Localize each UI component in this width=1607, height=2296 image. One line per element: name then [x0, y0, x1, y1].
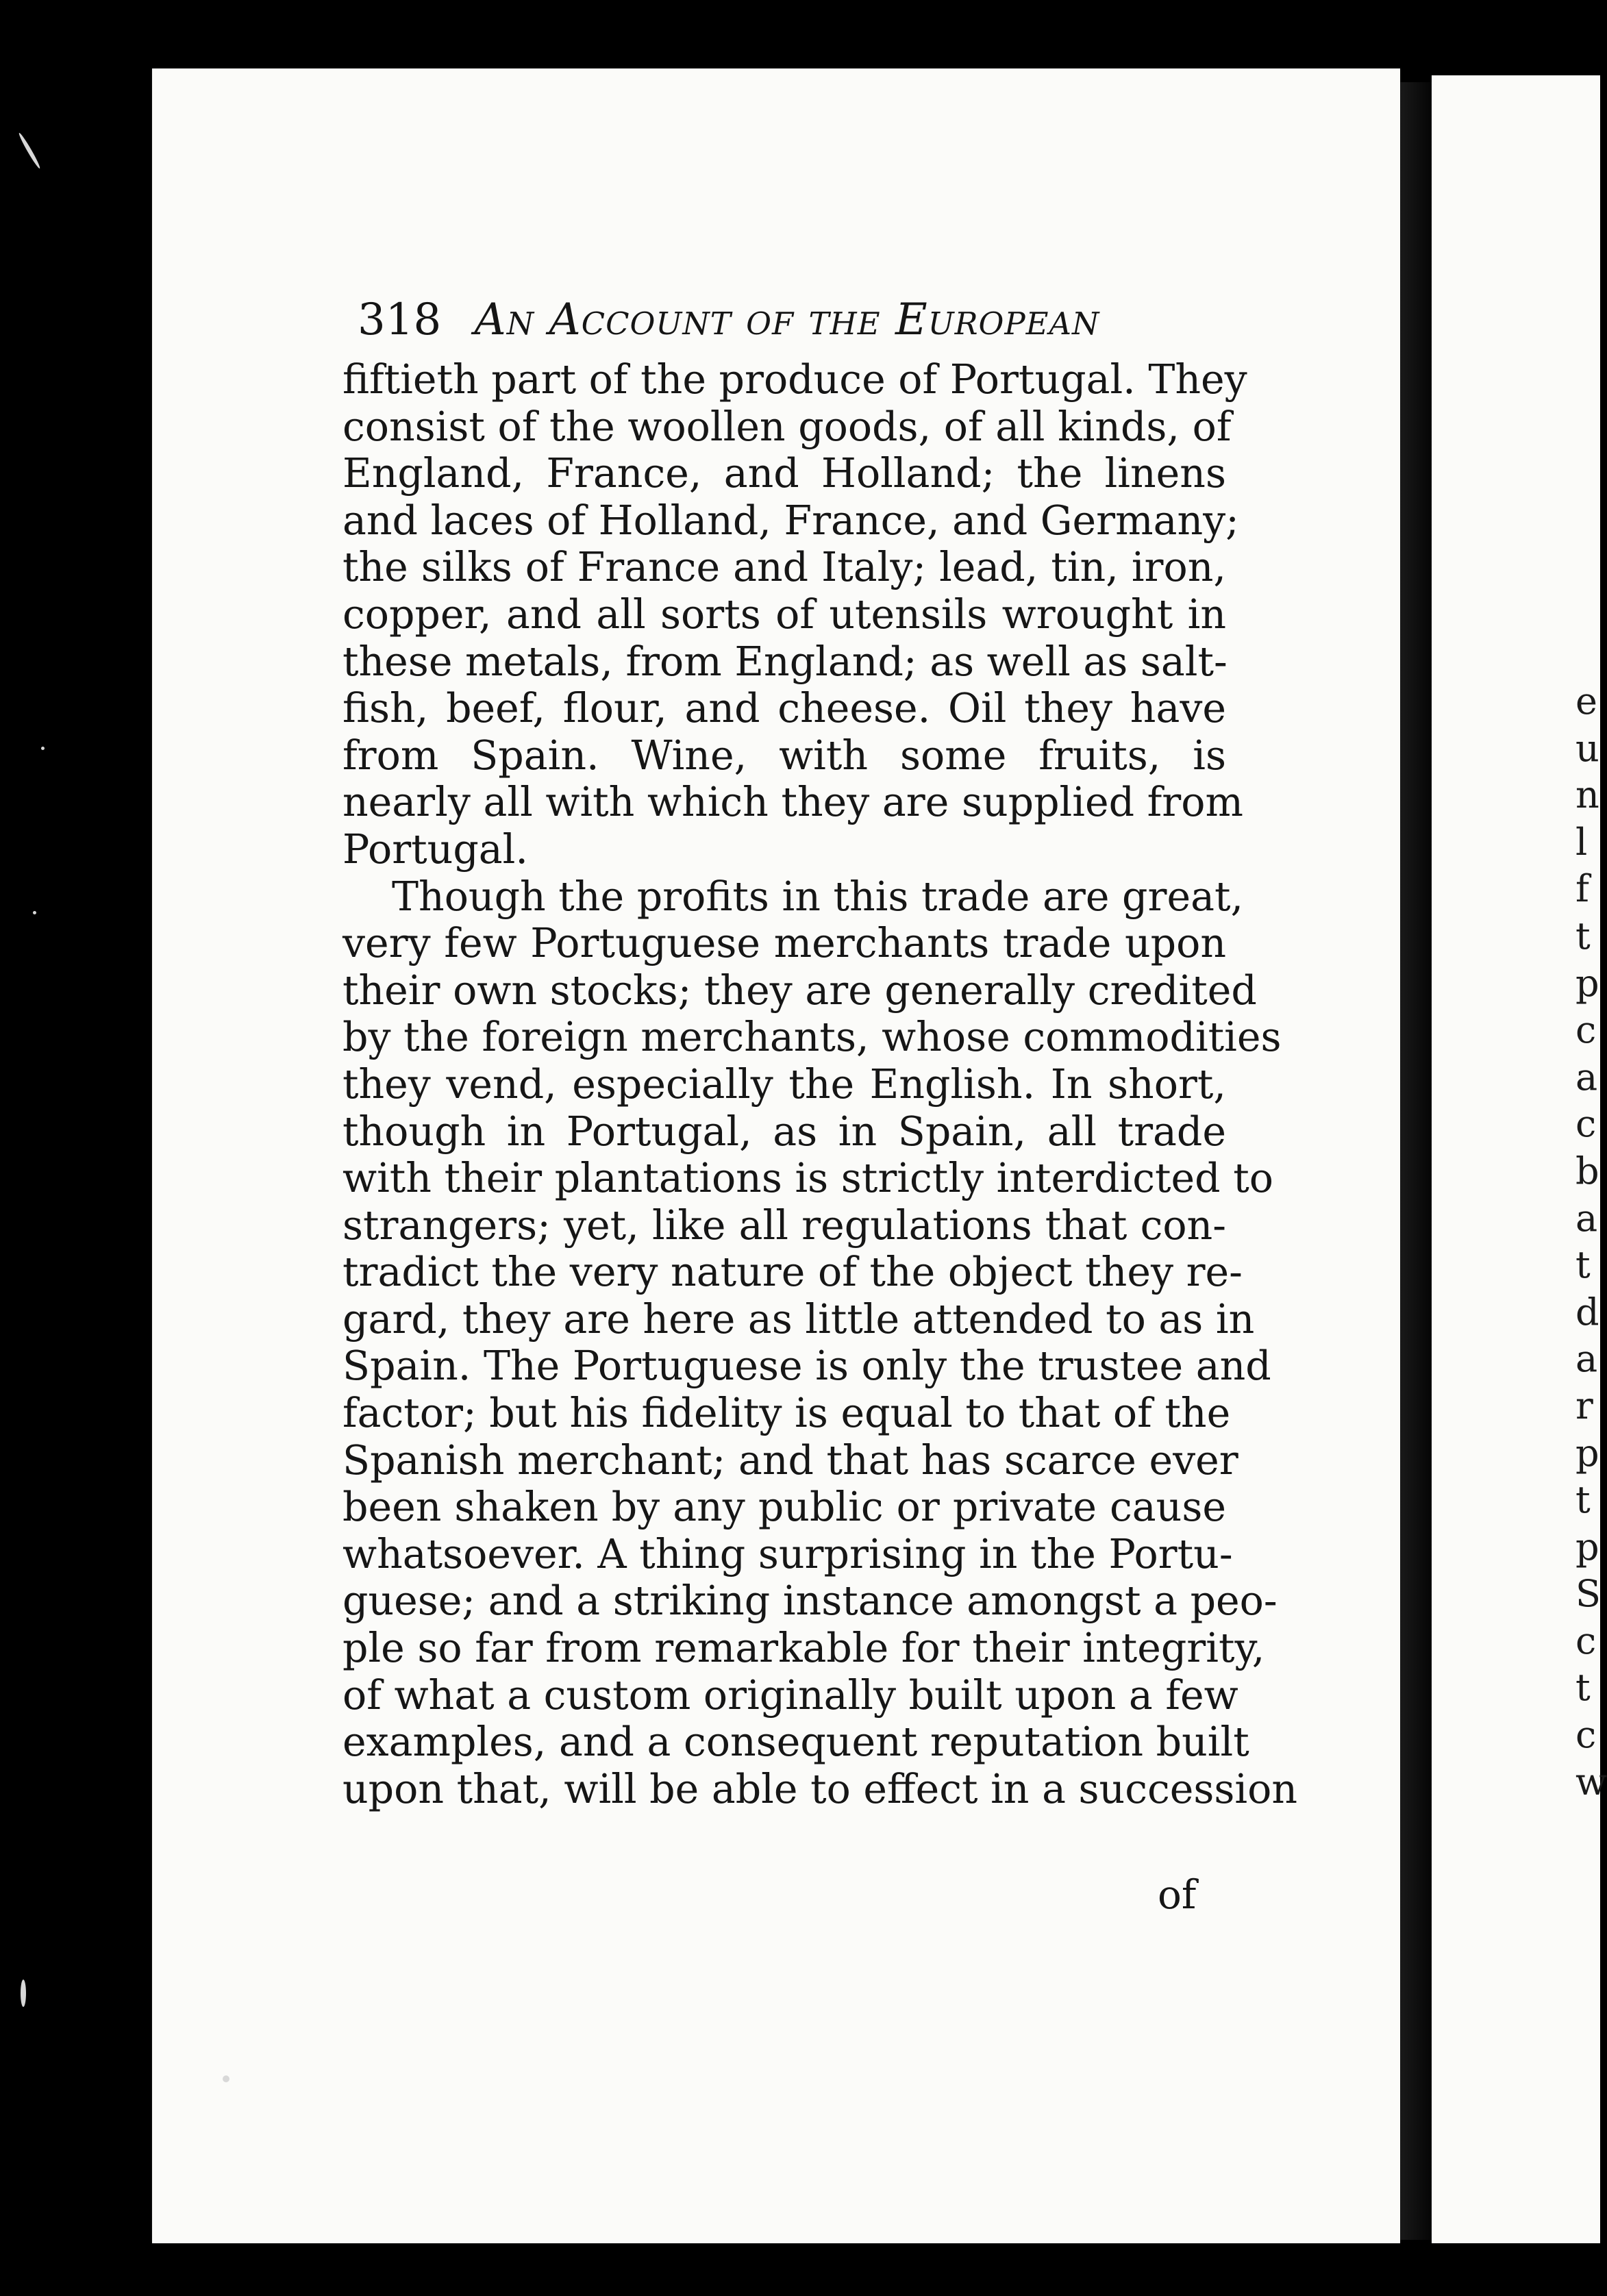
- fragment-letter: c: [1575, 1713, 1597, 1757]
- fragment-letter: c: [1575, 1619, 1597, 1662]
- fragment-letter: d: [1575, 1290, 1599, 1334]
- catchword: of: [1158, 1871, 1197, 1918]
- fragment-letter: c: [1575, 1102, 1597, 1146]
- text-line: gard, they are here as little attended to as in: [342, 1295, 1255, 1343]
- text-line: fiftieth part of the produce of Portugal. They: [342, 356, 1247, 403]
- fragment-letter: p: [1575, 1431, 1599, 1475]
- fragment-letter: t: [1575, 1243, 1591, 1287]
- fragment-letter: f: [1575, 867, 1589, 911]
- text-line: by the foreign merchants, whose commodities: [342, 1014, 1282, 1061]
- text-line: the silks of France and Italy; lead, tin, iron,: [342, 544, 1226, 591]
- page-gutter-shadow: [1400, 82, 1432, 2240]
- text-line: tradict the very nature of the object they re-: [342, 1249, 1243, 1296]
- text-line: and laces of Holland, France, and Germany;: [342, 497, 1239, 544]
- text-line: examples, and a consequent reputation built: [342, 1719, 1249, 1766]
- text-line: strangers; yet, like all regulations that con-: [342, 1201, 1226, 1249]
- text-line: nearly all with which they are supplied from: [342, 779, 1243, 826]
- text-line: fish, beef, flour, and cheese. Oil they have: [342, 685, 1226, 732]
- fragment-letter: S: [1575, 1572, 1601, 1616]
- text-line: though in Portugal, as in Spain, all trade: [342, 1108, 1226, 1155]
- running-title: An Account of the European: [474, 295, 1100, 345]
- text-line: copper, and all sorts of utensils wrought in: [342, 590, 1226, 638]
- text-line: of what a custom originally built upon a few: [342, 1671, 1238, 1719]
- text-line: ple so far from remarkable for their integrity,: [342, 1625, 1265, 1672]
- fragment-letter: c: [1575, 1008, 1597, 1052]
- facing-page-text-fragments: [1575, 678, 1607, 1806]
- text-line: with their plantations is strictly interdicted to: [342, 1155, 1273, 1202]
- text-line: from Spain. Wine, with some fruits, is: [342, 732, 1226, 779]
- fragment-letter: t: [1575, 1666, 1591, 1710]
- running-head: [358, 295, 1193, 345]
- text-line: they vend, especially the English. In short,: [342, 1060, 1226, 1108]
- text-line: their own stocks; they are generally credited: [342, 966, 1257, 1014]
- fragment-letter: a: [1575, 1196, 1598, 1240]
- fragment-letter: b: [1575, 1149, 1599, 1193]
- body-text: [342, 356, 1298, 1812]
- text-line: upon that, will be able to effect in a succession: [342, 1765, 1298, 1812]
- fragment-letter: p: [1575, 1525, 1599, 1569]
- text-line: England, France, and Holland; the linens: [342, 450, 1226, 497]
- page-number: 318: [358, 295, 442, 345]
- text-line: Though the profits in this trade are great,: [392, 873, 1244, 920]
- fragment-letter: p: [1575, 961, 1599, 1005]
- text-line: very few Portuguese merchants trade upon: [342, 920, 1226, 967]
- fragment-letter: r: [1575, 1384, 1593, 1427]
- text-line: whatsoever. A thing surprising in the Portu-: [342, 1530, 1233, 1577]
- text-line: Spain. The Portuguese is only the trustee and: [342, 1343, 1271, 1390]
- fragment-letter: n: [1575, 773, 1599, 817]
- fragment-letter: t: [1575, 914, 1591, 958]
- fragment-letter: u: [1575, 726, 1599, 770]
- text-line: guese; and a striking instance amongst a peo-: [342, 1577, 1278, 1625]
- fragment-letter: e: [1575, 679, 1597, 723]
- fragment-letter: a: [1575, 1337, 1598, 1381]
- fragment-letter: a: [1575, 1055, 1598, 1099]
- text-line: been shaken by any public or private cause: [342, 1484, 1226, 1531]
- fragment-letter: t: [1575, 1478, 1591, 1522]
- text-line: Spanish merchant; and that has scarce ever: [342, 1436, 1238, 1484]
- fragment-letter: l: [1575, 820, 1588, 864]
- text-line: Portugal.: [342, 825, 528, 873]
- fragment-letter: w: [1575, 1760, 1607, 1804]
- text-line: these metals, from England; as well as salt-: [342, 638, 1228, 685]
- text-line: consist of the woollen goods, of all kinds, of: [342, 403, 1232, 450]
- text-line: factor; but his fidelity is equal to that of the: [342, 1390, 1231, 1437]
